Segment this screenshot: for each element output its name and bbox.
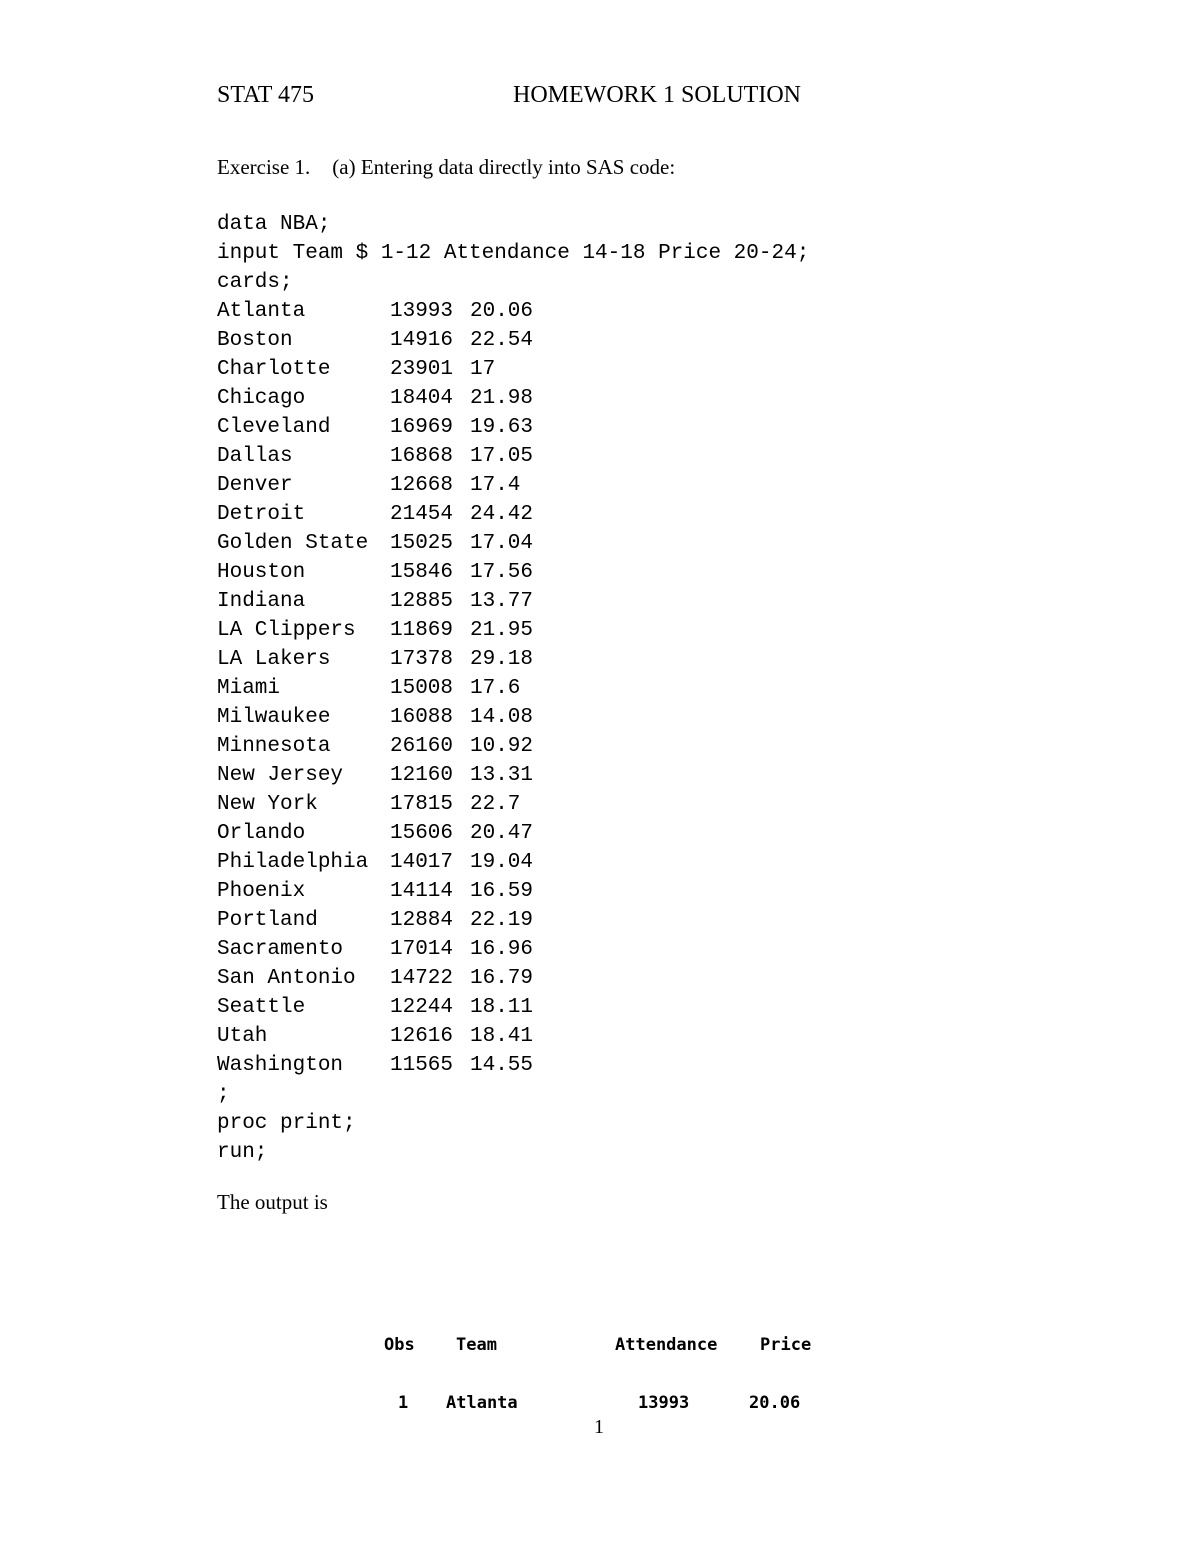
code-price: 20.47 — [470, 822, 534, 845]
code-price: 16.79 — [470, 967, 534, 990]
code-price: 10.92 — [470, 735, 534, 758]
document-title: HOMEWORK 1 SOLUTION — [513, 82, 801, 108]
code-attendance: 13993 — [390, 300, 454, 323]
code-data-row — [217, 703, 809, 732]
exercise-heading — [217, 155, 675, 180]
code-attendance: 14916 — [390, 329, 454, 352]
code-line: ; — [217, 1083, 230, 1106]
code-team: Phoenix — [217, 880, 306, 903]
code-data-row — [217, 1022, 809, 1051]
code-data-row — [217, 790, 809, 819]
code-price: 22.54 — [470, 329, 534, 352]
code-attendance: 12244 — [390, 996, 454, 1019]
code-price: 17.04 — [470, 532, 534, 555]
code-attendance: 12668 — [390, 474, 454, 497]
code-attendance: 12160 — [390, 764, 454, 787]
code-price: 21.98 — [470, 387, 534, 410]
course-code: STAT 475 — [217, 82, 314, 108]
code-price: 21.95 — [470, 619, 534, 642]
code-data-row — [217, 616, 809, 645]
code-data-row — [217, 442, 809, 471]
code-price: 17.56 — [470, 561, 534, 584]
code-team: Orlando — [217, 822, 306, 845]
code-team: San Antonio — [217, 967, 356, 990]
code-price: 17.6 — [470, 677, 521, 700]
code-data-row — [217, 326, 809, 355]
code-team: Utah — [217, 1025, 268, 1048]
code-team: Washington — [217, 1054, 344, 1077]
code-data-row — [217, 355, 809, 384]
code-team: Portland — [217, 909, 318, 932]
code-team: Indiana — [217, 590, 306, 613]
code-price: 13.31 — [470, 764, 534, 787]
code-attendance: 15008 — [390, 677, 454, 700]
code-data-row — [217, 1051, 809, 1080]
code-attendance: 11565 — [390, 1054, 454, 1077]
code-attendance: 17014 — [390, 938, 454, 961]
code-attendance: 26160 — [390, 735, 454, 758]
output-header-team: Team — [456, 1335, 497, 1355]
code-data-row — [217, 500, 809, 529]
code-team: Milwaukee — [217, 706, 331, 729]
code-attendance: 23901 — [390, 358, 454, 381]
code-attendance: 16088 — [390, 706, 454, 729]
code-attendance: 12884 — [390, 909, 454, 932]
code-team: New Jersey — [217, 764, 344, 787]
code-team: Sacramento — [217, 938, 344, 961]
code-data-row — [217, 645, 809, 674]
output-row-obs: 1 — [398, 1393, 409, 1413]
output-label: The output is — [217, 1190, 328, 1214]
output-row-price: 20.06 — [749, 1393, 801, 1413]
code-line: data NBA; — [217, 213, 331, 236]
code-team: LA Lakers — [217, 648, 331, 671]
code-attendance: 11869 — [390, 619, 454, 642]
code-data-row — [217, 413, 809, 442]
code-team: Houston — [217, 561, 306, 584]
code-price: 22.19 — [470, 909, 534, 932]
code-price: 19.04 — [470, 851, 534, 874]
code-data-row — [217, 964, 809, 993]
code-data-row — [217, 558, 809, 587]
code-data-row — [217, 471, 809, 500]
page-number: 1 — [594, 1416, 604, 1438]
code-team: Miami — [217, 677, 281, 700]
code-team: Seattle — [217, 996, 306, 1019]
code-price: 20.06 — [470, 300, 534, 323]
code-price: 19.63 — [470, 416, 534, 439]
code-data-row — [217, 297, 809, 326]
code-attendance: 16868 — [390, 445, 454, 468]
code-team: Chicago — [217, 387, 306, 410]
code-data-row — [217, 732, 809, 761]
code-price: 18.41 — [470, 1025, 534, 1048]
code-team: Dallas — [217, 445, 293, 468]
code-price: 22.7 — [470, 793, 521, 816]
code-data-row — [217, 935, 809, 964]
code-team: Philadelphia — [217, 851, 369, 874]
code-data-row — [217, 848, 809, 877]
output-header-price: Price — [760, 1335, 812, 1355]
code-price: 16.59 — [470, 880, 534, 903]
code-attendance: 14722 — [390, 967, 454, 990]
code-team: Denver — [217, 474, 293, 497]
code-price: 13.77 — [470, 590, 534, 613]
exercise-label: Exercise 1. — [217, 155, 311, 179]
code-line: input Team $ 1-12 Attendance 14-18 Price 20-24; — [217, 242, 810, 265]
code-attendance: 17815 — [390, 793, 454, 816]
code-attendance: 16969 — [390, 416, 454, 439]
code-attendance: 18404 — [390, 387, 454, 410]
code-team: Cleveland — [217, 416, 331, 439]
code-attendance: 14114 — [390, 880, 454, 903]
code-price: 24.42 — [470, 503, 534, 526]
output-header-obs: Obs — [384, 1335, 415, 1355]
code-price: 17.05 — [470, 445, 534, 468]
code-data-row — [217, 761, 809, 790]
code-attendance: 17378 — [390, 648, 454, 671]
sas-code-block — [217, 210, 809, 1167]
code-team: Charlotte — [217, 358, 331, 381]
code-price: 29.18 — [470, 648, 534, 671]
code-team: Atlanta — [217, 300, 306, 323]
code-line: cards; — [217, 271, 293, 294]
code-price: 17.4 — [470, 474, 521, 497]
code-team: New York — [217, 793, 318, 816]
output-row-attendance: 13993 — [638, 1393, 690, 1413]
code-price: 16.96 — [470, 938, 534, 961]
code-price: 14.08 — [470, 706, 534, 729]
code-price: 18.11 — [470, 996, 534, 1019]
code-data-row — [217, 993, 809, 1022]
code-attendance: 15025 — [390, 532, 454, 555]
code-team: Golden State — [217, 532, 369, 555]
code-attendance: 14017 — [390, 851, 454, 874]
code-team: Minnesota — [217, 735, 331, 758]
code-attendance: 12616 — [390, 1025, 454, 1048]
code-team: LA Clippers — [217, 619, 356, 642]
code-data-row — [217, 384, 809, 413]
code-data-row — [217, 906, 809, 935]
code-attendance: 21454 — [390, 503, 454, 526]
code-team: Boston — [217, 329, 293, 352]
code-data-row — [217, 587, 809, 616]
code-data-row — [217, 877, 809, 906]
code-line: run; — [217, 1141, 268, 1164]
code-data-row — [217, 819, 809, 848]
code-data-row — [217, 674, 809, 703]
code-attendance: 15846 — [390, 561, 454, 584]
code-attendance: 15606 — [390, 822, 454, 845]
output-header-attendance: Attendance — [615, 1335, 718, 1355]
code-attendance: 12885 — [390, 590, 454, 613]
code-line: proc print; — [217, 1112, 356, 1135]
code-data-row — [217, 529, 809, 558]
code-team: Detroit — [217, 503, 306, 526]
exercise-part: (a) Entering data directly into SAS code: — [332, 155, 676, 179]
code-price: 14.55 — [470, 1054, 534, 1077]
output-row-team: Atlanta — [446, 1393, 518, 1413]
code-price: 17 — [470, 358, 496, 381]
